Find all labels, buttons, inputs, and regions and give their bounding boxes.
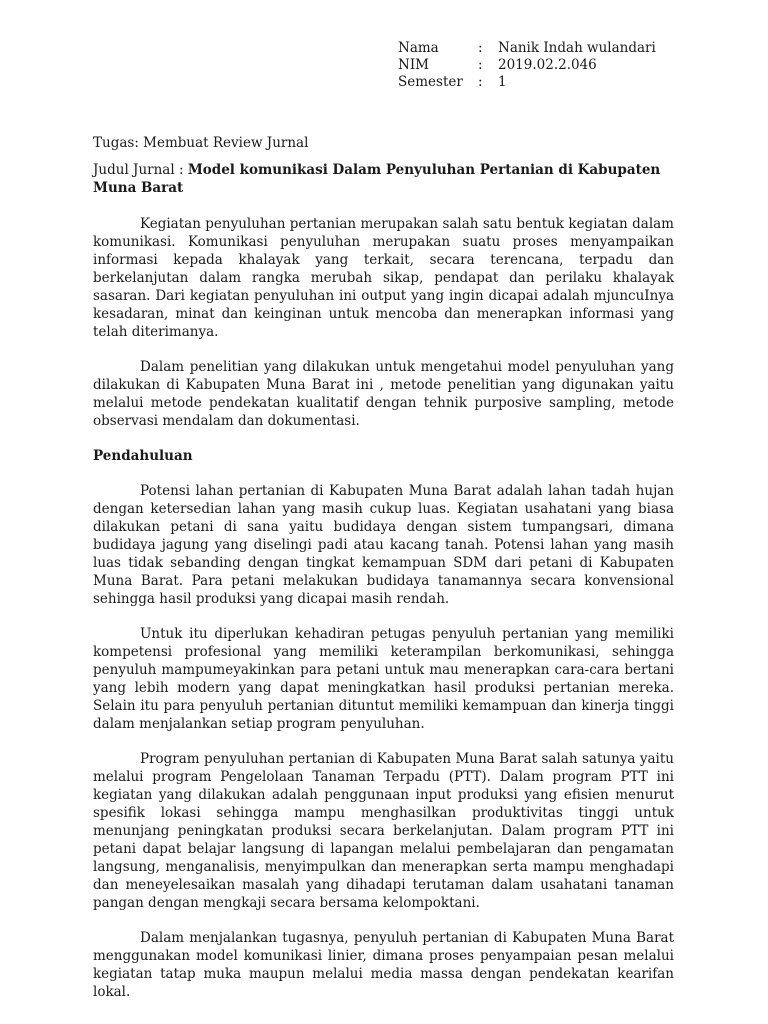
journal-title-label: Judul Jurnal : <box>93 162 188 178</box>
paragraph: Untuk itu diperlukan kehadiran petugas penyuluh pertanian yang memiliki kompetensi profesional yang memiliki keterampilan berkomunikasi, sehingga penyuluh mampumeyakinkan para petani untuk mau menerapkan cara-cara bertani yang lebih modern yang dapat meningkatkan hasil produksi pertanian mereka. Selain itu para penyuluh pertanian dituntut memiliki kemampuan dan kinerja tinggi dalam menjalankan setiap program penyuluhan. <box>93 626 674 732</box>
paragraph: Dalam penelitian yang dilakukan untuk mengetahui model penyuluhan yang dilakukan di Kabupaten Muna Barat ini , metode penelitian yang digunakan yaitu melalui metode pendekatan kualitatif dengan tehnik purposive sampling, metode observasi mendalam dan dokumentasi. <box>93 359 674 429</box>
info-label: Nama <box>398 40 439 56</box>
paragraph: Program penyuluhan pertanian di Kabupaten Muna Barat salah satunya yaitu melalui program Pengelolaan Tanaman Terpadu (PTT). Dalam program PTT ini kegiatan yang dilakukan adalah penggunaan input produksi yang efisien menurut spesifik lokasi sehingga mampu menghasilkan produktivitas tinggi untuk menunjang peningkatan produksi secara berkelanjutan. Dalam program PTT ini petani dapat belajar langsung di lapangan melalui pembelajaran dan pengamatan langsung, menganalisis, menyimpulkan dan menerapkan serta mampu menghadapi dan meneyelesaikan masalah yang dihadapi terutaman dalam usahatani tanaman pangan dengan mengkaji secara bersama kelompoktani. <box>93 751 674 911</box>
info-label: Semester <box>398 74 463 90</box>
info-colon: : <box>478 57 483 73</box>
student-info-block <box>398 40 656 91</box>
paragraph: Dalam menjalankan tugasnya, penyuluh pertanian di Kabupaten Muna Barat menggunakan model komunikasi linier, dimana proses penyampaian pesan melalui kegiatan tatap muka maupun melalui media massa dengan pendekatan kearifan lokal. <box>93 930 674 1000</box>
paragraph: Kegiatan penyuluhan pertanian merupakan salah satu bentuk kegiatan dalam komunikasi. Komunikasi penyuluhan merupakan suatu proses menyampaikan informasi kepada khalayak yang terkait, secara terencana, terpadu dan berkelanjutan dalam rangka merubah sikap, pendapat dan perilaku khalayak sasaran. Dari kegiatan penyuluhan ini output yang ingin dicapai adalah mjuncuInya kesadaran, minat dan keinginan untuk mencoba dan menerapkan informasi yang telah diterimanya. <box>93 216 674 340</box>
journal-title-line <box>93 161 674 197</box>
info-label: NIM <box>398 57 429 73</box>
info-row-name <box>398 40 656 57</box>
document-body <box>93 134 674 1018</box>
journal-title: Model komunikasi Dalam Penyuluhan Pertanian di Kabupaten Muna Barat <box>93 162 661 196</box>
task-line: Tugas: Membuat Review Jurnal <box>93 135 309 151</box>
info-colon: : <box>478 40 483 56</box>
info-colon: : <box>478 74 483 90</box>
paragraph: Potensi lahan pertanian di Kabupaten Muna Barat adalah lahan tadah hujan dengan ketersedian lahan yang masih cukup luas. Kegiatan usahatani yang biasa dilakukan petani di sana yaitu budidaya dengan sistem tumpangsari, dimana budidaya jagung yang diselingi padi atau kacang tanah. Potensi lahan yang masih luas tidak sebanding dengan tingkat kemampuan SDM dari petani di Kabupaten Muna Barat. Para petani melakukan budidaya tanamannya secara konvensional sehingga hasil produksi yang dicapai masih rendah. <box>93 483 674 607</box>
info-value: Nanik Indah wulandari <box>498 40 656 56</box>
info-value: 1 <box>498 74 507 90</box>
info-row-nim <box>398 57 656 74</box>
info-row-semester <box>398 74 656 91</box>
info-value: 2019.02.2.046 <box>498 57 597 73</box>
section-heading: Pendahuluan <box>93 448 193 464</box>
